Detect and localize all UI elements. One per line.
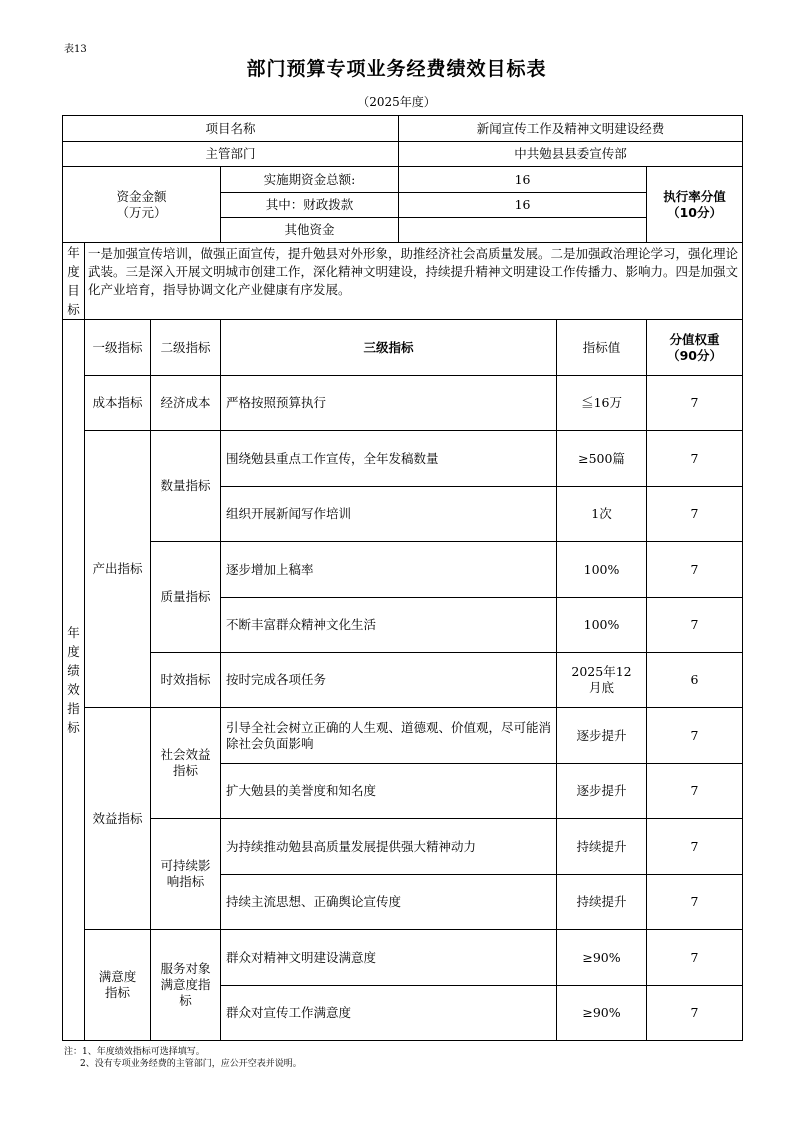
department-value: 中共勉县县委宣传部: [399, 142, 743, 167]
indicator-value: ≥90%: [557, 930, 647, 986]
indicator-weight: 7: [647, 376, 743, 431]
project-name-label: 项目名称: [63, 116, 399, 142]
indicator-name: 组织开展新闻写作培训: [221, 487, 557, 542]
level2-social-benefit: 社会效益指标: [151, 708, 221, 819]
indicator-weight: 7: [647, 764, 743, 819]
level2-timeliness: 时效指标: [151, 653, 221, 708]
indicator-value: 逐步提升: [557, 764, 647, 819]
indicator-name: 不断丰富群众精神文化生活: [221, 598, 557, 653]
indicator-weight: 7: [647, 819, 743, 875]
fiscal-funds-label: 其中：财政拨款: [221, 193, 399, 218]
project-name-value: 新闻宣传工作及精神文明建设经费: [399, 116, 743, 142]
level2-service-satisfaction: 服务对象满意度指标: [151, 930, 221, 1041]
indicator-name: 持续主流思想、正确舆论宣传度: [221, 875, 557, 930]
annual-goal-label: 年度目标: [63, 243, 85, 320]
indicator-value: 逐步提升: [557, 708, 647, 764]
header-weight-line2: （90分）: [667, 347, 722, 363]
footnotes: [64, 1046, 302, 1070]
indicator-weight: 7: [647, 930, 743, 986]
indicator-value: ≦16万: [557, 376, 647, 431]
indicator-weight: 7: [647, 487, 743, 542]
indicator-name: 严格按照预算执行: [221, 376, 557, 431]
indicator-name: 群众对精神文明建设满意度: [221, 930, 557, 986]
indicator-name: 为持续推动勉县高质量发展提供强大精神动力: [221, 819, 557, 875]
annual-goal-text: 一是加强宣传培训，做强正面宣传，提升勉县对外形象，助推经济社会高质量发展。二是加强政治理论学习，强化理论武装。三是深入开展文明城市创建工作，深化精神文明建设，持续提升精神文明建设工作传播力、影响力。四是加强文化产业培育，指导协调文化产业健康有序发展。: [85, 243, 743, 320]
indicator-value: 持续提升: [557, 819, 647, 875]
indicator-weight: 7: [647, 598, 743, 653]
header-weight-line1: 分值权重: [669, 331, 720, 347]
indicator-weight: 7: [647, 431, 743, 487]
level2-sustainable-impact: 可持续影响指标: [151, 819, 221, 930]
level1-output: 产出指标: [85, 431, 151, 708]
budget-year: （2025年度）: [357, 95, 436, 109]
level2-quality: 质量指标: [151, 542, 221, 653]
indicator-value: 100%: [557, 598, 647, 653]
indicator-name: 扩大勉县的美誉度和知名度: [221, 764, 557, 819]
indicator-name: 按时完成各项任务: [221, 653, 557, 708]
funds-label-line2: （万元）: [116, 204, 167, 220]
header-level2: 二级指标: [151, 320, 221, 376]
indicator-name: 逐步增加上稿率: [221, 542, 557, 598]
indicator-value: 2025年12月底: [557, 653, 647, 708]
annual-indicators-label: 年度绩效指标: [63, 320, 85, 1041]
execution-rate-score: [647, 167, 743, 243]
level1-cost: 成本指标: [85, 376, 151, 431]
header-level1: 一级指标: [85, 320, 151, 376]
table-number: 表13: [64, 44, 87, 55]
indicator-name: 群众对宣传工作满意度: [221, 986, 557, 1041]
indicator-value: ≥500篇: [557, 431, 647, 487]
fiscal-funds-value: 16: [399, 193, 647, 218]
indicator-name: 引导全社会树立正确的人生观、道德观、价值观，尽可能消除社会负面影响: [221, 708, 557, 764]
total-funds-value: 16: [399, 167, 647, 193]
indicator-value: ≥90%: [557, 986, 647, 1041]
department-label: 主管部门: [63, 142, 399, 167]
header-weight: [647, 320, 743, 376]
level2-quantity: 数量指标: [151, 431, 221, 542]
indicator-weight: 6: [647, 653, 743, 708]
execution-rate-line1: 执行率分值: [663, 188, 726, 204]
total-funds-label: 实施期资金总额:: [221, 167, 399, 193]
other-funds-value: [399, 218, 647, 243]
indicator-value: 持续提升: [557, 875, 647, 930]
footnote: 注：1、年度绩效指标可选择填写。: [64, 1047, 205, 1057]
indicator-value: 100%: [557, 542, 647, 598]
execution-rate-line2: （10分）: [667, 204, 722, 220]
performance-target-table: [62, 115, 743, 1041]
header-level3: 三级指标: [221, 320, 557, 376]
level1-benefit: 效益指标: [85, 708, 151, 930]
level1-satisfaction: 满意度指标: [85, 930, 151, 1041]
footnote: 2、没有专项业务经费的主管部门，应公开空表并说明。: [80, 1059, 302, 1069]
funds-label-line1: 资金金额: [116, 188, 167, 204]
indicator-value: 1次: [557, 487, 647, 542]
level2-economic-cost: 经济成本: [151, 376, 221, 431]
page-title: 部门预算专项业务经费绩效目标表: [246, 58, 547, 80]
indicator-weight: 7: [647, 986, 743, 1041]
header-indicator-value: 指标值: [557, 320, 647, 376]
indicator-weight: 7: [647, 708, 743, 764]
indicator-weight: 7: [647, 542, 743, 598]
indicator-name: 围绕勉县重点工作宣传，全年发稿数量: [221, 431, 557, 487]
indicator-weight: 7: [647, 875, 743, 930]
other-funds-label: 其他资金: [221, 218, 399, 243]
funds-label: [63, 167, 221, 243]
